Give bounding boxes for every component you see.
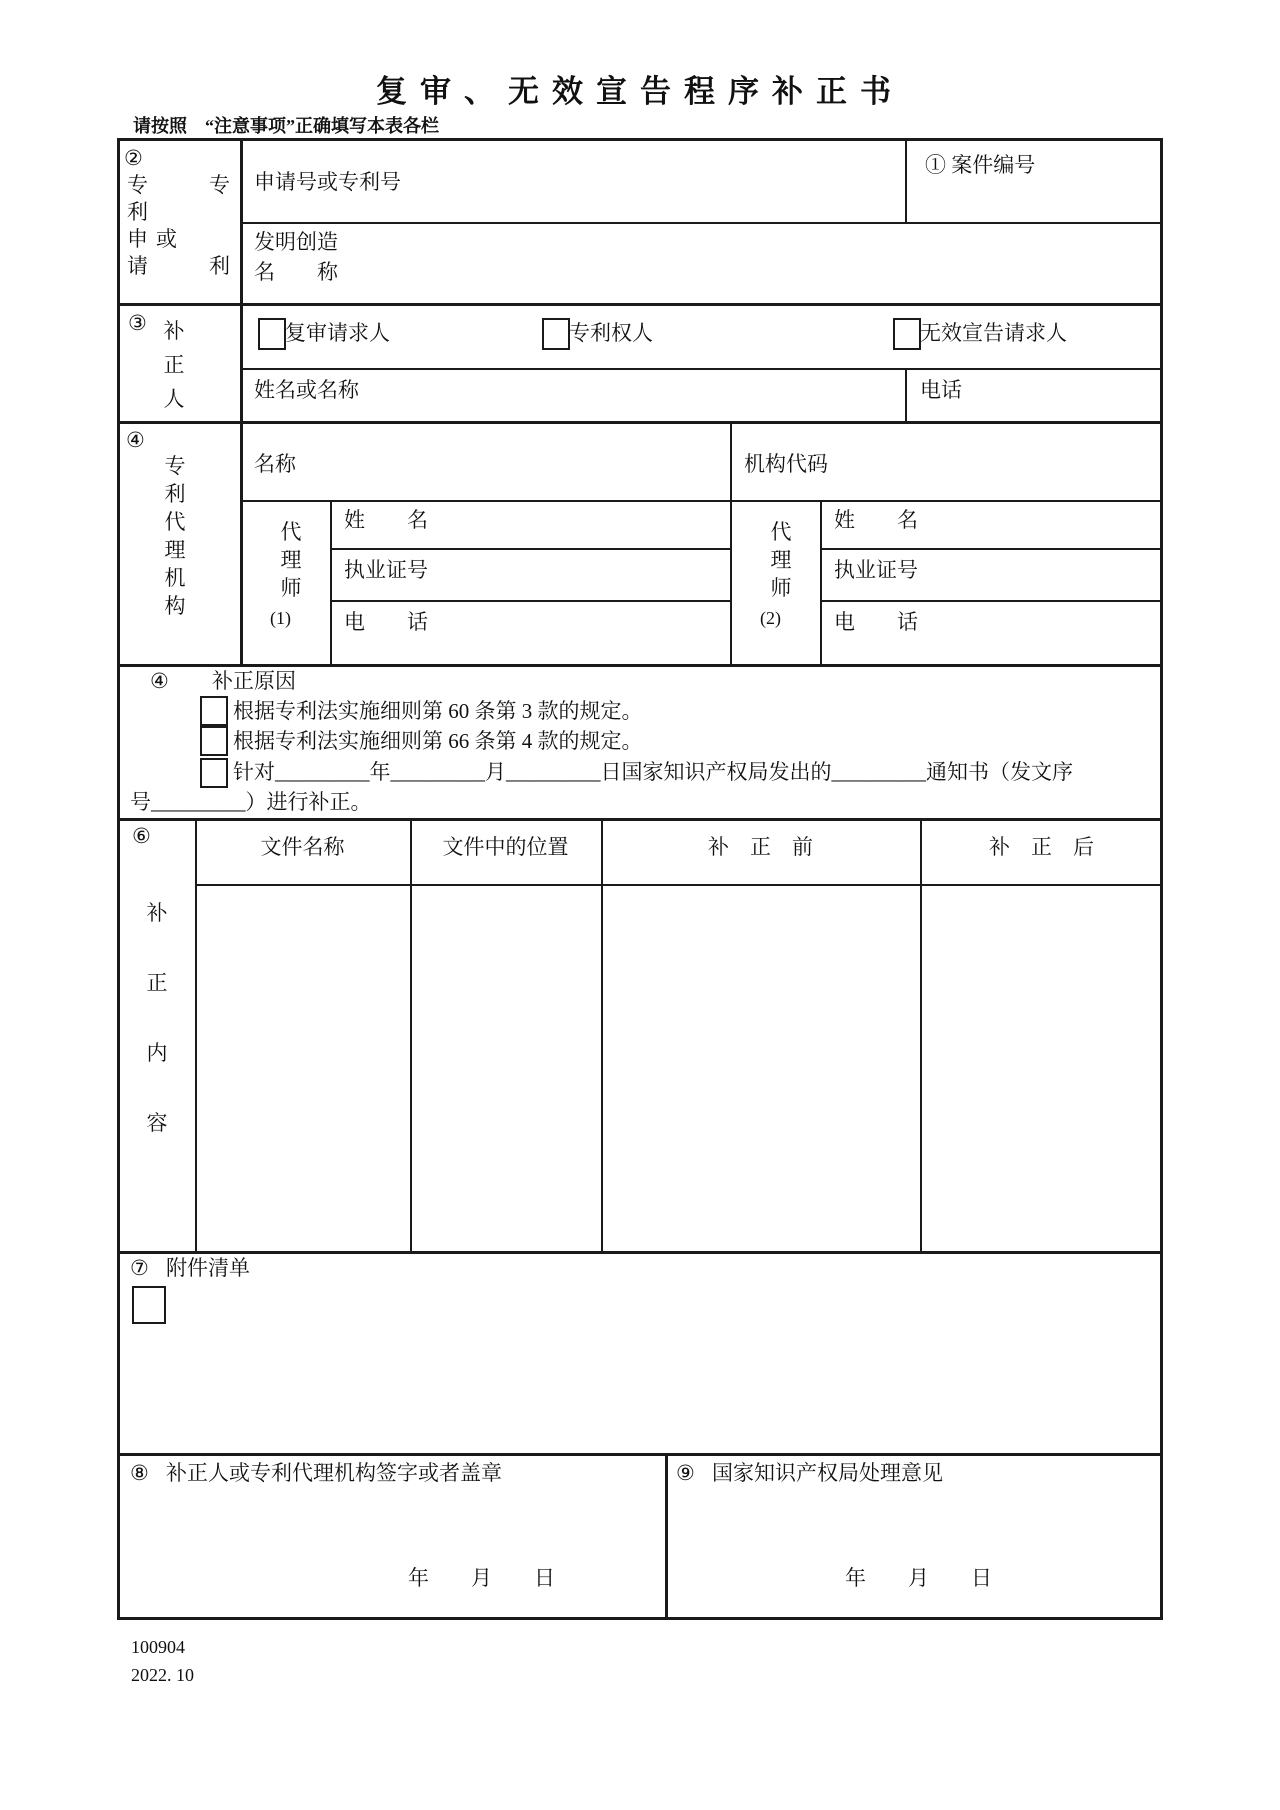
- corrector-name-label: 姓名或名称: [254, 378, 359, 402]
- agency-vertical-label: 专利代理机构: [164, 454, 186, 618]
- grid-line-v: [195, 818, 197, 1251]
- agent2-vertical-label: 代理师: [770, 520, 792, 600]
- checkbox-patentee[interactable]: [542, 318, 570, 350]
- agency-code-label: 机构代码: [744, 452, 828, 476]
- reason-item-notice-line2: 号_________）进行补正。: [130, 790, 372, 814]
- signature-date-label: 年 月 日: [408, 1566, 555, 1590]
- patent-vlabel-or: 或: [156, 227, 177, 251]
- invention-title-label-line2: 名 称: [254, 260, 338, 284]
- grid-line-v: [820, 500, 822, 664]
- agent2-phone-label: 电 话: [834, 610, 918, 634]
- corrector-vertical-label: 补正人: [163, 319, 185, 411]
- label-reexam-requester: 复审请求人: [285, 321, 390, 345]
- grid-line-v: [730, 421, 732, 664]
- grid-line-h: [117, 664, 1163, 667]
- grid-line-h: [330, 548, 730, 550]
- grid-line-v: [905, 138, 907, 222]
- agent1-phone-label: 电 话: [344, 610, 428, 634]
- form-code: 100904: [131, 1637, 185, 1657]
- grid-line-h: [195, 884, 1163, 886]
- section6-number: ⑥: [132, 824, 151, 848]
- grid-line-v: [240, 138, 243, 664]
- corrector-phone-label: 电话: [920, 378, 962, 402]
- form-title: 复审、无效宣告程序补正书: [376, 74, 904, 109]
- column-header-position: 文件中的位置: [442, 835, 569, 859]
- label-invalidation-requester: 无效宣告请求人: [920, 321, 1067, 345]
- agent2-name-label: 姓 名: [834, 508, 918, 532]
- grid-line-h: [330, 600, 730, 602]
- column-header-before: 补 正 前: [708, 835, 813, 859]
- grid-line-v: [665, 1453, 668, 1620]
- grid-line-v: [330, 500, 332, 664]
- patent-vlabel-char: 利: [209, 254, 230, 278]
- grid-line-v: [905, 368, 907, 421]
- patent-vlabel-char: 申: [127, 227, 148, 251]
- case-number-label: ① 案件编号: [925, 153, 1036, 177]
- grid-line-h: [240, 222, 1163, 224]
- attachments-title: 附件清单: [166, 1256, 250, 1280]
- section2-number: ②: [124, 146, 143, 170]
- grid-line-h: [820, 548, 1163, 550]
- checkbox-invalidation-requester[interactable]: [893, 318, 921, 350]
- grid-line-v: [410, 818, 412, 1251]
- grid-line-h: [117, 818, 1163, 821]
- checkbox-notice[interactable]: [200, 758, 228, 788]
- grid-line-h: [240, 368, 1163, 370]
- form-table-border: [117, 138, 1163, 1620]
- reason-item-notice-line1: 针对_________年_________月_________日国家知识产权局发出的_________通知书（发文序: [233, 760, 1073, 784]
- form-version-date: 2022. 10: [131, 1665, 194, 1685]
- patent-vlabel-char: 请: [127, 254, 148, 278]
- application-number-label: 申请号或专利号: [254, 170, 401, 194]
- invention-title-label-line1: 发明创造: [254, 230, 338, 254]
- agent2-cert-label: 执业证号: [834, 558, 918, 582]
- section9-number: ⑨: [676, 1461, 695, 1485]
- grid-line-h: [117, 421, 1163, 424]
- agent1-index: (1): [270, 608, 291, 628]
- grid-line-h: [117, 1453, 1163, 1456]
- patent-vlabel-char: 利: [127, 200, 148, 224]
- agency-name-label: 名称: [254, 452, 296, 476]
- column-header-document-name: 文件名称: [260, 835, 345, 859]
- reason-item-rule66: 根据专利法实施细则第 66 条第 4 款的规定。: [233, 729, 643, 753]
- section4-number: ④: [126, 428, 145, 452]
- column-header-after: 补 正 后: [989, 835, 1094, 859]
- checkbox-reexam-requester[interactable]: [258, 318, 286, 350]
- office-opinion-title: 国家知识产权局处理意见: [712, 1461, 943, 1485]
- patent-vlabel-char: 专: [127, 173, 148, 197]
- section8-number: ⑧: [130, 1461, 149, 1485]
- office-date-label: 年 月 日: [845, 1566, 992, 1590]
- patent-vlabel-char: 专: [209, 173, 230, 197]
- grid-line-v: [920, 818, 922, 1251]
- fill-instruction: 请按照 “注意事项”正确填写本表各栏: [133, 116, 439, 136]
- signature-title: 补正人或专利代理机构签字或者盖章: [166, 1461, 502, 1485]
- grid-line-h: [117, 303, 1163, 306]
- checkbox-rule66[interactable]: [200, 726, 228, 756]
- agent1-cert-label: 执业证号: [344, 558, 428, 582]
- agent2-index: (2): [760, 608, 781, 628]
- agent1-name-label: 姓 名: [344, 508, 428, 532]
- agent1-vertical-label: 代理师: [280, 520, 302, 600]
- checkbox-attachment[interactable]: [132, 1286, 166, 1324]
- reason-title: 补正原因: [212, 669, 296, 693]
- grid-line-h: [820, 600, 1163, 602]
- section3-number: ③: [128, 311, 147, 335]
- label-patentee: 专利权人: [569, 321, 653, 345]
- grid-line-h: [117, 1251, 1163, 1254]
- section7-number: ⑦: [130, 1256, 149, 1280]
- content-vertical-label: 补正内容: [146, 901, 168, 1135]
- checkbox-rule60[interactable]: [200, 696, 228, 726]
- reason-item-rule60: 根据专利法实施细则第 60 条第 3 款的规定。: [233, 699, 643, 723]
- grid-line-v: [601, 818, 603, 1251]
- section5-number: ④: [150, 669, 169, 693]
- grid-line-h: [240, 500, 1163, 502]
